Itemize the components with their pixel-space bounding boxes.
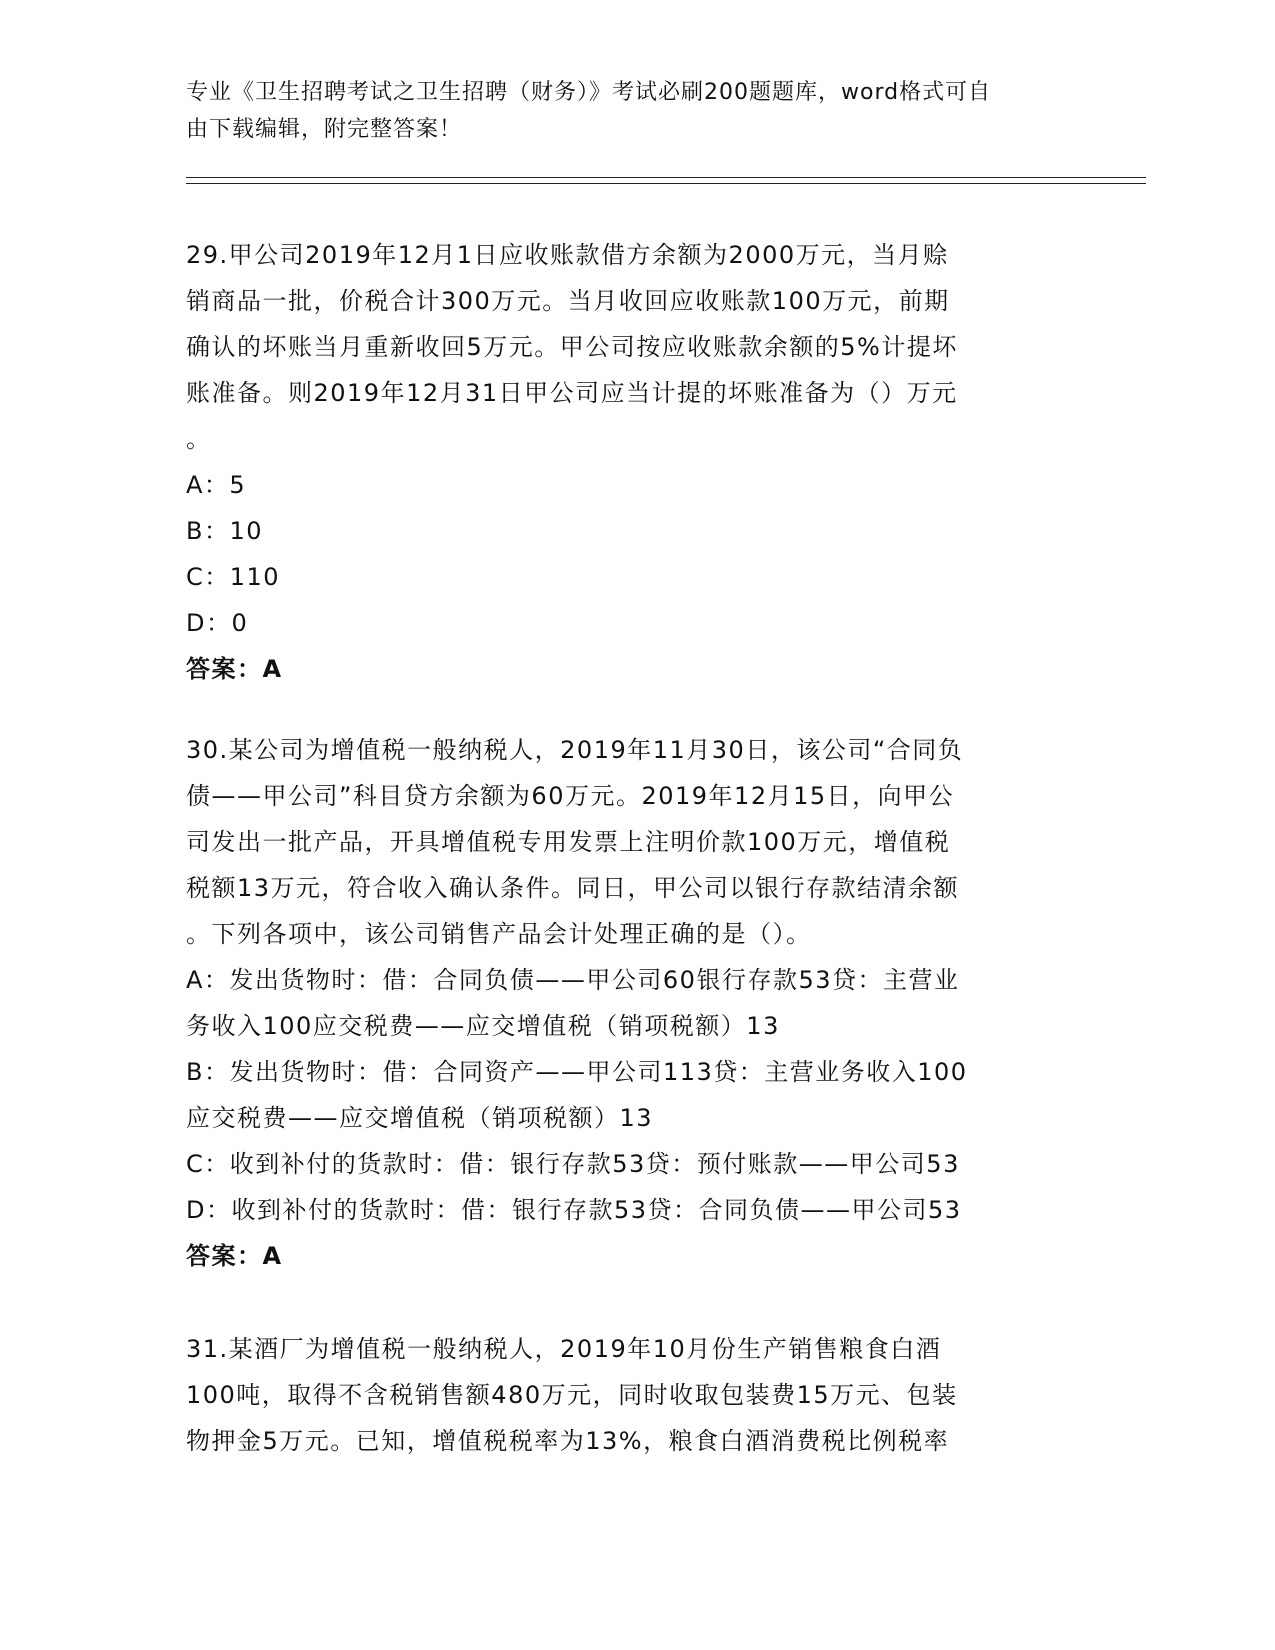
stem-line: 确认的坏账当月重新收回5万元。甲公司按应收账款余额的5%计提坏 — [186, 333, 958, 361]
option-d — [186, 600, 1066, 646]
stem-line: 税额13万元，符合收入确认条件。同日，甲公司以银行存款结清余额 — [186, 874, 960, 902]
option-line: B：10 — [186, 517, 264, 545]
option-c — [186, 1141, 1066, 1187]
stem-line: 100吨，取得不含税销售额480万元，同时收取包装费15万元、包装 — [186, 1381, 958, 1409]
stem-line: 。 — [186, 425, 212, 453]
stem-line: 29.甲公司2019年12月1日应收账款借方余额为2000万元，当月赊 — [186, 241, 949, 269]
header-line-1: 专业《卫生招聘考试之卫生招聘（财务）》考试必刷200题题库，word格式可自 — [186, 80, 992, 105]
question-30 — [186, 727, 1066, 1279]
document-header — [186, 74, 1066, 148]
stem-line: 30.某公司为增值税一般纳税人，2019年11月30日，该公司“合同负 — [186, 736, 964, 764]
option-b — [186, 508, 1066, 554]
header-divider-bottom — [186, 183, 1146, 184]
question-31 — [186, 1326, 1066, 1464]
stem-line: 账准备。则2019年12月31日甲公司应当计提的坏账准备为（）万元 — [186, 379, 958, 407]
question-stem — [186, 727, 1066, 957]
answer: 答案：A — [186, 1242, 283, 1270]
option-b — [186, 1049, 1066, 1141]
stem-line: 。下列各项中，该公司销售产品会计处理正确的是（）。 — [186, 920, 812, 948]
option-line: C：收到补付的货款时：借：银行存款53贷：预付账款——甲公司53 — [186, 1150, 960, 1178]
answer: 答案：A — [186, 655, 283, 683]
question-stem — [186, 232, 1066, 462]
option-line: D：0 — [186, 609, 249, 637]
option-line: D：收到补付的货款时：借：银行存款53贷：合同负债——甲公司53 — [186, 1196, 962, 1224]
stem-line: 物押金5万元。已知，增值税税率为13%，粮食白酒消费税比例税率 — [186, 1427, 950, 1455]
option-d — [186, 1187, 1066, 1233]
option-line: C：110 — [186, 563, 281, 591]
stem-line: 31.某酒厂为增值税一般纳税人，2019年10月份生产销售粮食白酒 — [186, 1335, 942, 1363]
question-stem — [186, 1326, 1066, 1464]
header-divider-top — [186, 177, 1146, 178]
option-a — [186, 462, 1066, 508]
option-line: B：发出货物时：借：合同资产——甲公司113贷：主营业务收入100 — [186, 1058, 968, 1086]
stem-line: 销商品一批，价税合计300万元。当月收回应收账款100万元，前期 — [186, 287, 950, 315]
stem-line: 司发出一批产品，开具增值税专用发票上注明价款100万元，增值税 — [186, 828, 951, 856]
option-line: 应交税费——应交增值税（销项税额）13 — [186, 1104, 654, 1132]
question-29 — [186, 232, 1066, 692]
option-c — [186, 554, 1066, 600]
option-line: A：发出货物时：借：合同负债——甲公司60银行存款53贷：主营业 — [186, 966, 960, 994]
header-line-2: 由下载编辑，附完整答案！ — [186, 117, 463, 142]
option-line: A：5 — [186, 471, 247, 499]
option-line: 务收入100应交税费——应交增值税（销项税额）13 — [186, 1012, 780, 1040]
option-a — [186, 957, 1066, 1049]
stem-line: 债——甲公司”科目贷方余额为60万元。2019年12月15日，向甲公 — [186, 782, 955, 810]
